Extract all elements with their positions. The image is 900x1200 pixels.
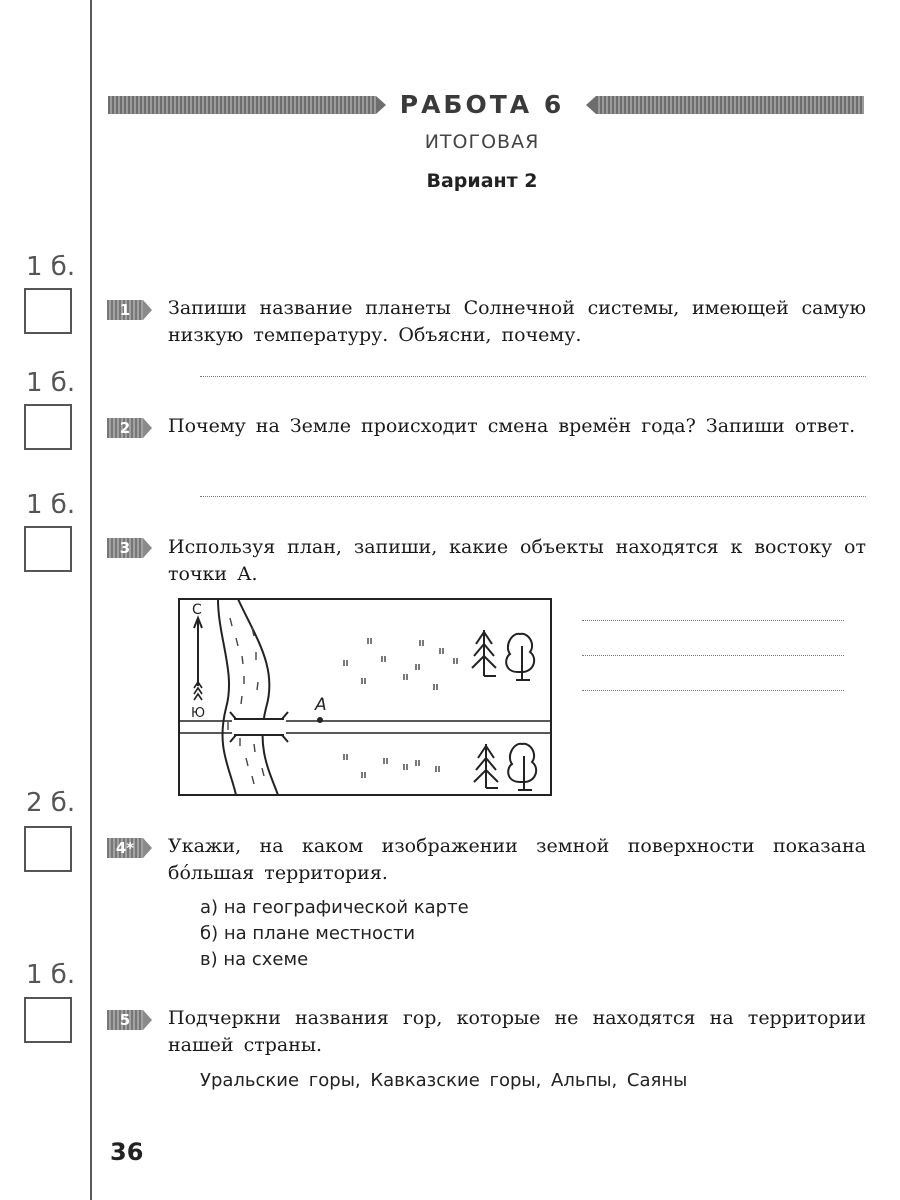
score-label-5: 1 б. [26, 960, 76, 990]
task-number-badge: 2 [107, 418, 143, 438]
point-a-label: А [315, 695, 327, 715]
variant-label: Вариант 2 [426, 170, 538, 192]
score-box-2[interactable] [24, 404, 72, 450]
score-label-3: 1 б. [26, 490, 76, 520]
score-box-3[interactable] [24, 526, 72, 572]
task-5-text: Подчеркни названия гор, которые не находятся на территории нашей страны. [168, 1007, 866, 1056]
answer-line[interactable] [582, 690, 844, 691]
work-subtitle: ИТОГОВАЯ [424, 131, 540, 153]
score-box-1[interactable] [24, 288, 72, 334]
score-label-1: 1 б. [26, 252, 76, 282]
answer-line[interactable] [200, 496, 866, 497]
option-a[interactable]: а) на географической карте [200, 897, 469, 918]
score-label-2: 1 б. [26, 368, 76, 398]
task-number-badge: 3 [107, 538, 143, 558]
score-box-5[interactable] [24, 997, 72, 1043]
margin-line [90, 0, 92, 1200]
task-3-text: Используя план, запиши, какие объекты находятся к востоку от точки А. [168, 536, 866, 585]
score-box-4[interactable] [24, 826, 72, 872]
task-1-text: Запиши название планеты Солнечной системы, имеющей самую низкую температуру. Объясни, почему. [168, 297, 866, 346]
option-c[interactable]: в) на схеме [200, 949, 309, 970]
task-2-text: Почему на Земле происходит смена времён года? Запиши ответ. [168, 415, 856, 437]
work-title: РАБОТА 6 [399, 90, 565, 119]
page-number: 36 [110, 1138, 144, 1166]
south-label: Ю [191, 706, 206, 721]
task-number-badge: 1 [107, 300, 143, 320]
task-number-badge: 4* [107, 838, 143, 858]
terrain-plan-map [178, 598, 552, 796]
score-label-4: 2 б. [26, 788, 76, 818]
mountains-list[interactable]: Уральские горы, Кавказские горы, Альпы, Саяны [200, 1070, 688, 1091]
header-bar-right [596, 96, 864, 114]
north-label: С [192, 602, 202, 618]
task-number-badge: 5 [107, 1010, 143, 1030]
option-b[interactable]: б) на плане местности [200, 923, 416, 944]
task-4-text: Укажи, на каком изображении земной поверхности показана бо́льшая территория. [168, 835, 866, 884]
header-arrow-right [586, 96, 596, 114]
answer-line[interactable] [582, 655, 844, 656]
answer-line[interactable] [200, 376, 866, 377]
header-bar-left [108, 96, 376, 114]
answer-line[interactable] [582, 620, 844, 621]
